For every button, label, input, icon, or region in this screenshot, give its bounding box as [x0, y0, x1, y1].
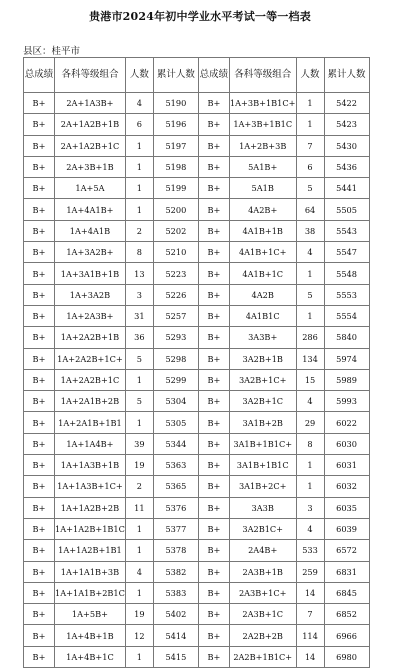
cell-combo-right: 3A3B — [229, 497, 296, 518]
cell-cumulative-right: 6831 — [324, 561, 369, 582]
cell-combo-left: 1A+3A2B+ — [55, 242, 126, 263]
cell-score-left: B+ — [24, 646, 55, 667]
cell-score-right: B+ — [198, 369, 229, 390]
cell-score-right: B+ — [198, 242, 229, 263]
cell-cumulative-right: 5505 — [324, 199, 369, 220]
cell-score-right: B+ — [198, 135, 229, 156]
cell-cumulative-left: 5344 — [153, 433, 198, 454]
cell-count-right: 5 — [296, 284, 324, 305]
cell-combo-left: 2A+3B+1B — [55, 156, 126, 177]
cell-score-left: B+ — [24, 220, 55, 241]
table-row — [24, 369, 370, 390]
cell-combo-left: 1A+2A2B+1C+ — [55, 348, 126, 369]
cell-combo-right: 3A1B+1B1C — [229, 455, 296, 476]
cell-score-right: B+ — [198, 518, 229, 539]
cell-score-right: B+ — [198, 433, 229, 454]
cell-count-left: 31 — [125, 305, 153, 326]
cell-count-right: 1 — [296, 305, 324, 326]
cell-cumulative-right: 5547 — [324, 242, 369, 263]
table-row — [24, 625, 370, 646]
table-row — [24, 582, 370, 603]
cell-score-left: B+ — [24, 433, 55, 454]
cell-cumulative-left: 5199 — [153, 178, 198, 199]
cell-cumulative-right: 5553 — [324, 284, 369, 305]
header-combo-left: 各科等级组合 — [55, 58, 126, 93]
table-row — [24, 455, 370, 476]
cell-combo-left: 1A+2A1B+1B1 — [55, 412, 126, 433]
cell-count-left: 13 — [125, 263, 153, 284]
cell-score-right: B+ — [198, 178, 229, 199]
cell-score-right: B+ — [198, 604, 229, 625]
cell-count-left: 1 — [125, 646, 153, 667]
table-row — [24, 561, 370, 582]
cell-cumulative-left: 5304 — [153, 391, 198, 412]
cell-combo-left: 1A+5B+ — [55, 604, 126, 625]
cell-cumulative-right: 6966 — [324, 625, 369, 646]
cell-cumulative-left: 5293 — [153, 327, 198, 348]
cell-score-right: B+ — [198, 284, 229, 305]
cell-cumulative-right: 5840 — [324, 327, 369, 348]
cell-combo-right: 3A2B+1C — [229, 391, 296, 412]
header-score-right: 总成绩 — [198, 58, 229, 93]
header-count-right: 人数 — [296, 58, 324, 93]
cell-count-right: 533 — [296, 540, 324, 561]
cell-score-left: B+ — [24, 540, 55, 561]
cell-count-left: 19 — [125, 455, 153, 476]
cell-cumulative-left: 5198 — [153, 156, 198, 177]
cell-cumulative-left: 5299 — [153, 369, 198, 390]
table-row — [24, 412, 370, 433]
cell-count-right: 38 — [296, 220, 324, 241]
cell-score-right: B+ — [198, 476, 229, 497]
cell-score-left: B+ — [24, 199, 55, 220]
table-row — [24, 305, 370, 326]
cell-score-right: B+ — [198, 263, 229, 284]
cell-score-left: B+ — [24, 455, 55, 476]
table-row — [24, 263, 370, 284]
cell-cumulative-left: 5202 — [153, 220, 198, 241]
cell-combo-right: 3A1B+1B1C+ — [229, 433, 296, 454]
cell-cumulative-right: 6845 — [324, 582, 369, 603]
cell-combo-right: 2A4B+ — [229, 540, 296, 561]
cell-combo-right: 2A2B+2B — [229, 625, 296, 646]
cell-count-left: 1 — [125, 582, 153, 603]
cell-count-right: 1 — [296, 455, 324, 476]
cell-score-right: B+ — [198, 455, 229, 476]
cell-score-right: B+ — [198, 327, 229, 348]
cell-count-left: 1 — [125, 135, 153, 156]
table-row — [24, 178, 370, 199]
cell-count-left: 3 — [125, 284, 153, 305]
cell-cumulative-right: 6980 — [324, 646, 369, 667]
cell-combo-right: 4A1B1C — [229, 305, 296, 326]
cell-cumulative-right: 5974 — [324, 348, 369, 369]
cell-score-right: B+ — [198, 412, 229, 433]
cell-count-right: 259 — [296, 561, 324, 582]
cell-score-left: B+ — [24, 412, 55, 433]
table-row — [24, 114, 370, 135]
cell-score-right: B+ — [198, 305, 229, 326]
cell-combo-left: 1A+4B+1C — [55, 646, 126, 667]
cell-combo-right: 3A2B+1B — [229, 348, 296, 369]
cell-count-right: 134 — [296, 348, 324, 369]
cell-score-left: B+ — [24, 263, 55, 284]
table-row — [24, 646, 370, 667]
cell-combo-left: 1A+2A3B+ — [55, 305, 126, 326]
cell-count-left: 39 — [125, 433, 153, 454]
cell-count-right: 8 — [296, 433, 324, 454]
cell-combo-right: 3A2B1C+ — [229, 518, 296, 539]
cell-count-left: 4 — [125, 93, 153, 114]
header-row — [24, 58, 370, 93]
cell-count-left: 1 — [125, 412, 153, 433]
table-row — [24, 135, 370, 156]
cell-combo-left: 1A+1A1B+2B1C — [55, 582, 126, 603]
cell-score-right: B+ — [198, 156, 229, 177]
cell-cumulative-left: 5257 — [153, 305, 198, 326]
table-row — [24, 242, 370, 263]
cell-cumulative-left: 5305 — [153, 412, 198, 433]
cell-count-right: 4 — [296, 518, 324, 539]
cell-cumulative-left: 5402 — [153, 604, 198, 625]
cell-cumulative-left: 5363 — [153, 455, 198, 476]
table-row — [24, 348, 370, 369]
cell-count-right: 14 — [296, 646, 324, 667]
table-row — [24, 220, 370, 241]
cell-count-right: 64 — [296, 199, 324, 220]
cell-combo-left: 1A+4A1B+ — [55, 199, 126, 220]
cell-cumulative-left: 5414 — [153, 625, 198, 646]
cell-score-left: B+ — [24, 582, 55, 603]
cell-count-right: 1 — [296, 263, 324, 284]
cell-score-right: B+ — [198, 93, 229, 114]
county-label: 县区：桂平市 — [23, 46, 81, 57]
cell-score-left: B+ — [24, 305, 55, 326]
cell-score-left: B+ — [24, 369, 55, 390]
cell-score-left: B+ — [24, 327, 55, 348]
cell-count-left: 5 — [125, 391, 153, 412]
cell-combo-right: 2A3B+1B — [229, 561, 296, 582]
table-row — [24, 518, 370, 539]
cell-count-right: 6 — [296, 156, 324, 177]
cell-cumulative-left: 5190 — [153, 93, 198, 114]
cell-combo-right: 5A1B — [229, 178, 296, 199]
cell-combo-right: 2A3B+1C — [229, 604, 296, 625]
cell-count-left: 1 — [125, 178, 153, 199]
cell-count-right: 15 — [296, 369, 324, 390]
cell-combo-left: 2A+1A3B+ — [55, 93, 126, 114]
table-row — [24, 540, 370, 561]
cell-count-left: 1 — [125, 156, 153, 177]
page-title: 贵港市2024年初中学业水平考试一等一档表 — [89, 10, 311, 23]
cell-count-right: 1 — [296, 114, 324, 135]
cell-score-left: B+ — [24, 135, 55, 156]
cell-combo-left: 1A+1A1B+3B — [55, 561, 126, 582]
cell-combo-right: 4A1B+1C — [229, 263, 296, 284]
cell-cumulative-right: 6035 — [324, 497, 369, 518]
cell-combo-right: 2A3B+1C+ — [229, 582, 296, 603]
cell-count-right: 7 — [296, 604, 324, 625]
cell-cumulative-left: 5200 — [153, 199, 198, 220]
cell-cumulative-left: 5223 — [153, 263, 198, 284]
cell-cumulative-left: 5197 — [153, 135, 198, 156]
cell-combo-left: 1A+3A1B+1B — [55, 263, 126, 284]
cell-combo-right: 3A1B+2B — [229, 412, 296, 433]
cell-score-left: B+ — [24, 518, 55, 539]
cell-cumulative-left: 5376 — [153, 497, 198, 518]
score-table — [23, 57, 370, 668]
table-row — [24, 327, 370, 348]
cell-score-left: B+ — [24, 114, 55, 135]
cell-combo-left: 2A+1A2B+1B — [55, 114, 126, 135]
cell-score-right: B+ — [198, 646, 229, 667]
cell-combo-right: 1A+3B+1B1C — [229, 114, 296, 135]
cell-combo-right: 5A1B+ — [229, 156, 296, 177]
cell-cumulative-right: 5993 — [324, 391, 369, 412]
cell-score-left: B+ — [24, 476, 55, 497]
cell-cumulative-left: 5382 — [153, 561, 198, 582]
cell-cumulative-right: 5554 — [324, 305, 369, 326]
cell-cumulative-left: 5415 — [153, 646, 198, 667]
cell-cumulative-right: 5548 — [324, 263, 369, 284]
table-row — [24, 156, 370, 177]
cell-count-left: 4 — [125, 561, 153, 582]
cell-combo-right: 2A2B+1B1C+ — [229, 646, 296, 667]
cell-count-left: 6 — [125, 114, 153, 135]
cell-count-left: 11 — [125, 497, 153, 518]
cell-count-left: 1 — [125, 199, 153, 220]
header-combo-right: 各科等级组合 — [229, 58, 296, 93]
header-cumulative-left: 累计人数 — [153, 58, 198, 93]
cell-combo-left: 1A+1A2B+1B1C — [55, 518, 126, 539]
cell-cumulative-right: 6039 — [324, 518, 369, 539]
cell-cumulative-right: 6022 — [324, 412, 369, 433]
cell-combo-right: 1A+3B+1B1C+ — [229, 93, 296, 114]
table-row — [24, 93, 370, 114]
cell-count-right: 3 — [296, 497, 324, 518]
cell-combo-left: 1A+2A2B+1C — [55, 369, 126, 390]
cell-score-right: B+ — [198, 114, 229, 135]
cell-score-left: B+ — [24, 93, 55, 114]
cell-combo-left: 1A+2A1B+2B — [55, 391, 126, 412]
cell-cumulative-right: 5543 — [324, 220, 369, 241]
cell-count-right: 1 — [296, 93, 324, 114]
cell-score-left: B+ — [24, 391, 55, 412]
cell-combo-right: 4A1B+1B — [229, 220, 296, 241]
cell-count-right: 4 — [296, 242, 324, 263]
cell-count-right: 14 — [296, 582, 324, 603]
cell-count-right: 29 — [296, 412, 324, 433]
cell-score-left: B+ — [24, 156, 55, 177]
cell-cumulative-left: 5378 — [153, 540, 198, 561]
cell-count-left: 1 — [125, 518, 153, 539]
cell-score-left: B+ — [24, 348, 55, 369]
cell-combo-right: 3A3B+ — [229, 327, 296, 348]
cell-combo-right: 4A2B — [229, 284, 296, 305]
cell-cumulative-left: 5365 — [153, 476, 198, 497]
cell-count-left: 19 — [125, 604, 153, 625]
cell-score-right: B+ — [198, 582, 229, 603]
cell-score-left: B+ — [24, 284, 55, 305]
cell-cumulative-right: 6572 — [324, 540, 369, 561]
cell-cumulative-right: 6032 — [324, 476, 369, 497]
table-row — [24, 497, 370, 518]
cell-score-right: B+ — [198, 540, 229, 561]
cell-combo-left: 1A+1A2B+1B1 — [55, 540, 126, 561]
cell-score-right: B+ — [198, 199, 229, 220]
cell-count-right: 286 — [296, 327, 324, 348]
table-row — [24, 199, 370, 220]
cell-count-left: 12 — [125, 625, 153, 646]
cell-count-left: 5 — [125, 348, 153, 369]
cell-cumulative-right: 5422 — [324, 93, 369, 114]
cell-combo-left: 1A+4A1B — [55, 220, 126, 241]
cell-count-right: 1 — [296, 476, 324, 497]
cell-combo-left: 1A+1A3B+1B — [55, 455, 126, 476]
table-row — [24, 391, 370, 412]
table-row — [24, 433, 370, 454]
cell-score-left: B+ — [24, 178, 55, 199]
cell-cumulative-left: 5226 — [153, 284, 198, 305]
header-score-left: 总成绩 — [24, 58, 55, 93]
cell-cumulative-left: 5196 — [153, 114, 198, 135]
cell-count-left: 36 — [125, 327, 153, 348]
cell-score-right: B+ — [198, 561, 229, 582]
cell-combo-right: 1A+2B+3B — [229, 135, 296, 156]
cell-score-right: B+ — [198, 497, 229, 518]
cell-cumulative-right: 5989 — [324, 369, 369, 390]
cell-combo-left: 2A+1A2B+1C — [55, 135, 126, 156]
cell-combo-right: 4A2B+ — [229, 199, 296, 220]
cell-count-right: 5 — [296, 178, 324, 199]
cell-cumulative-right: 6031 — [324, 455, 369, 476]
cell-score-right: B+ — [198, 220, 229, 241]
cell-combo-left: 1A+5A — [55, 178, 126, 199]
cell-score-left: B+ — [24, 497, 55, 518]
table-row — [24, 476, 370, 497]
header-count-left: 人数 — [125, 58, 153, 93]
cell-score-left: B+ — [24, 625, 55, 646]
cell-combo-left: 1A+3A2B — [55, 284, 126, 305]
cell-cumulative-right: 5423 — [324, 114, 369, 135]
cell-score-right: B+ — [198, 625, 229, 646]
cell-combo-right: 3A1B+2C+ — [229, 476, 296, 497]
cell-cumulative-right: 5430 — [324, 135, 369, 156]
cell-score-left: B+ — [24, 242, 55, 263]
cell-cumulative-right: 5441 — [324, 178, 369, 199]
cell-count-left: 8 — [125, 242, 153, 263]
cell-score-right: B+ — [198, 348, 229, 369]
cell-combo-left: 1A+1A4B+ — [55, 433, 126, 454]
cell-cumulative-left: 5210 — [153, 242, 198, 263]
cell-count-left: 2 — [125, 476, 153, 497]
cell-score-right: B+ — [198, 391, 229, 412]
cell-count-left: 2 — [125, 220, 153, 241]
cell-cumulative-left: 5383 — [153, 582, 198, 603]
cell-count-left: 1 — [125, 540, 153, 561]
cell-count-right: 114 — [296, 625, 324, 646]
cell-cumulative-left: 5298 — [153, 348, 198, 369]
cell-count-right: 7 — [296, 135, 324, 156]
cell-cumulative-right: 6852 — [324, 604, 369, 625]
cell-combo-left: 1A+1A2B+2B — [55, 497, 126, 518]
cell-cumulative-left: 5377 — [153, 518, 198, 539]
cell-cumulative-right: 6030 — [324, 433, 369, 454]
cell-cumulative-right: 5436 — [324, 156, 369, 177]
cell-count-left: 1 — [125, 369, 153, 390]
cell-count-right: 4 — [296, 391, 324, 412]
cell-score-left: B+ — [24, 561, 55, 582]
table-row — [24, 604, 370, 625]
cell-combo-left: 1A+1A3B+1C+ — [55, 476, 126, 497]
cell-combo-right: 3A2B+1C+ — [229, 369, 296, 390]
cell-combo-right: 4A1B+1C+ — [229, 242, 296, 263]
header-cumulative-right: 累计人数 — [324, 58, 369, 93]
cell-combo-left: 1A+4B+1B — [55, 625, 126, 646]
cell-score-left: B+ — [24, 604, 55, 625]
cell-combo-left: 1A+2A2B+1B — [55, 327, 126, 348]
table-row — [24, 284, 370, 305]
